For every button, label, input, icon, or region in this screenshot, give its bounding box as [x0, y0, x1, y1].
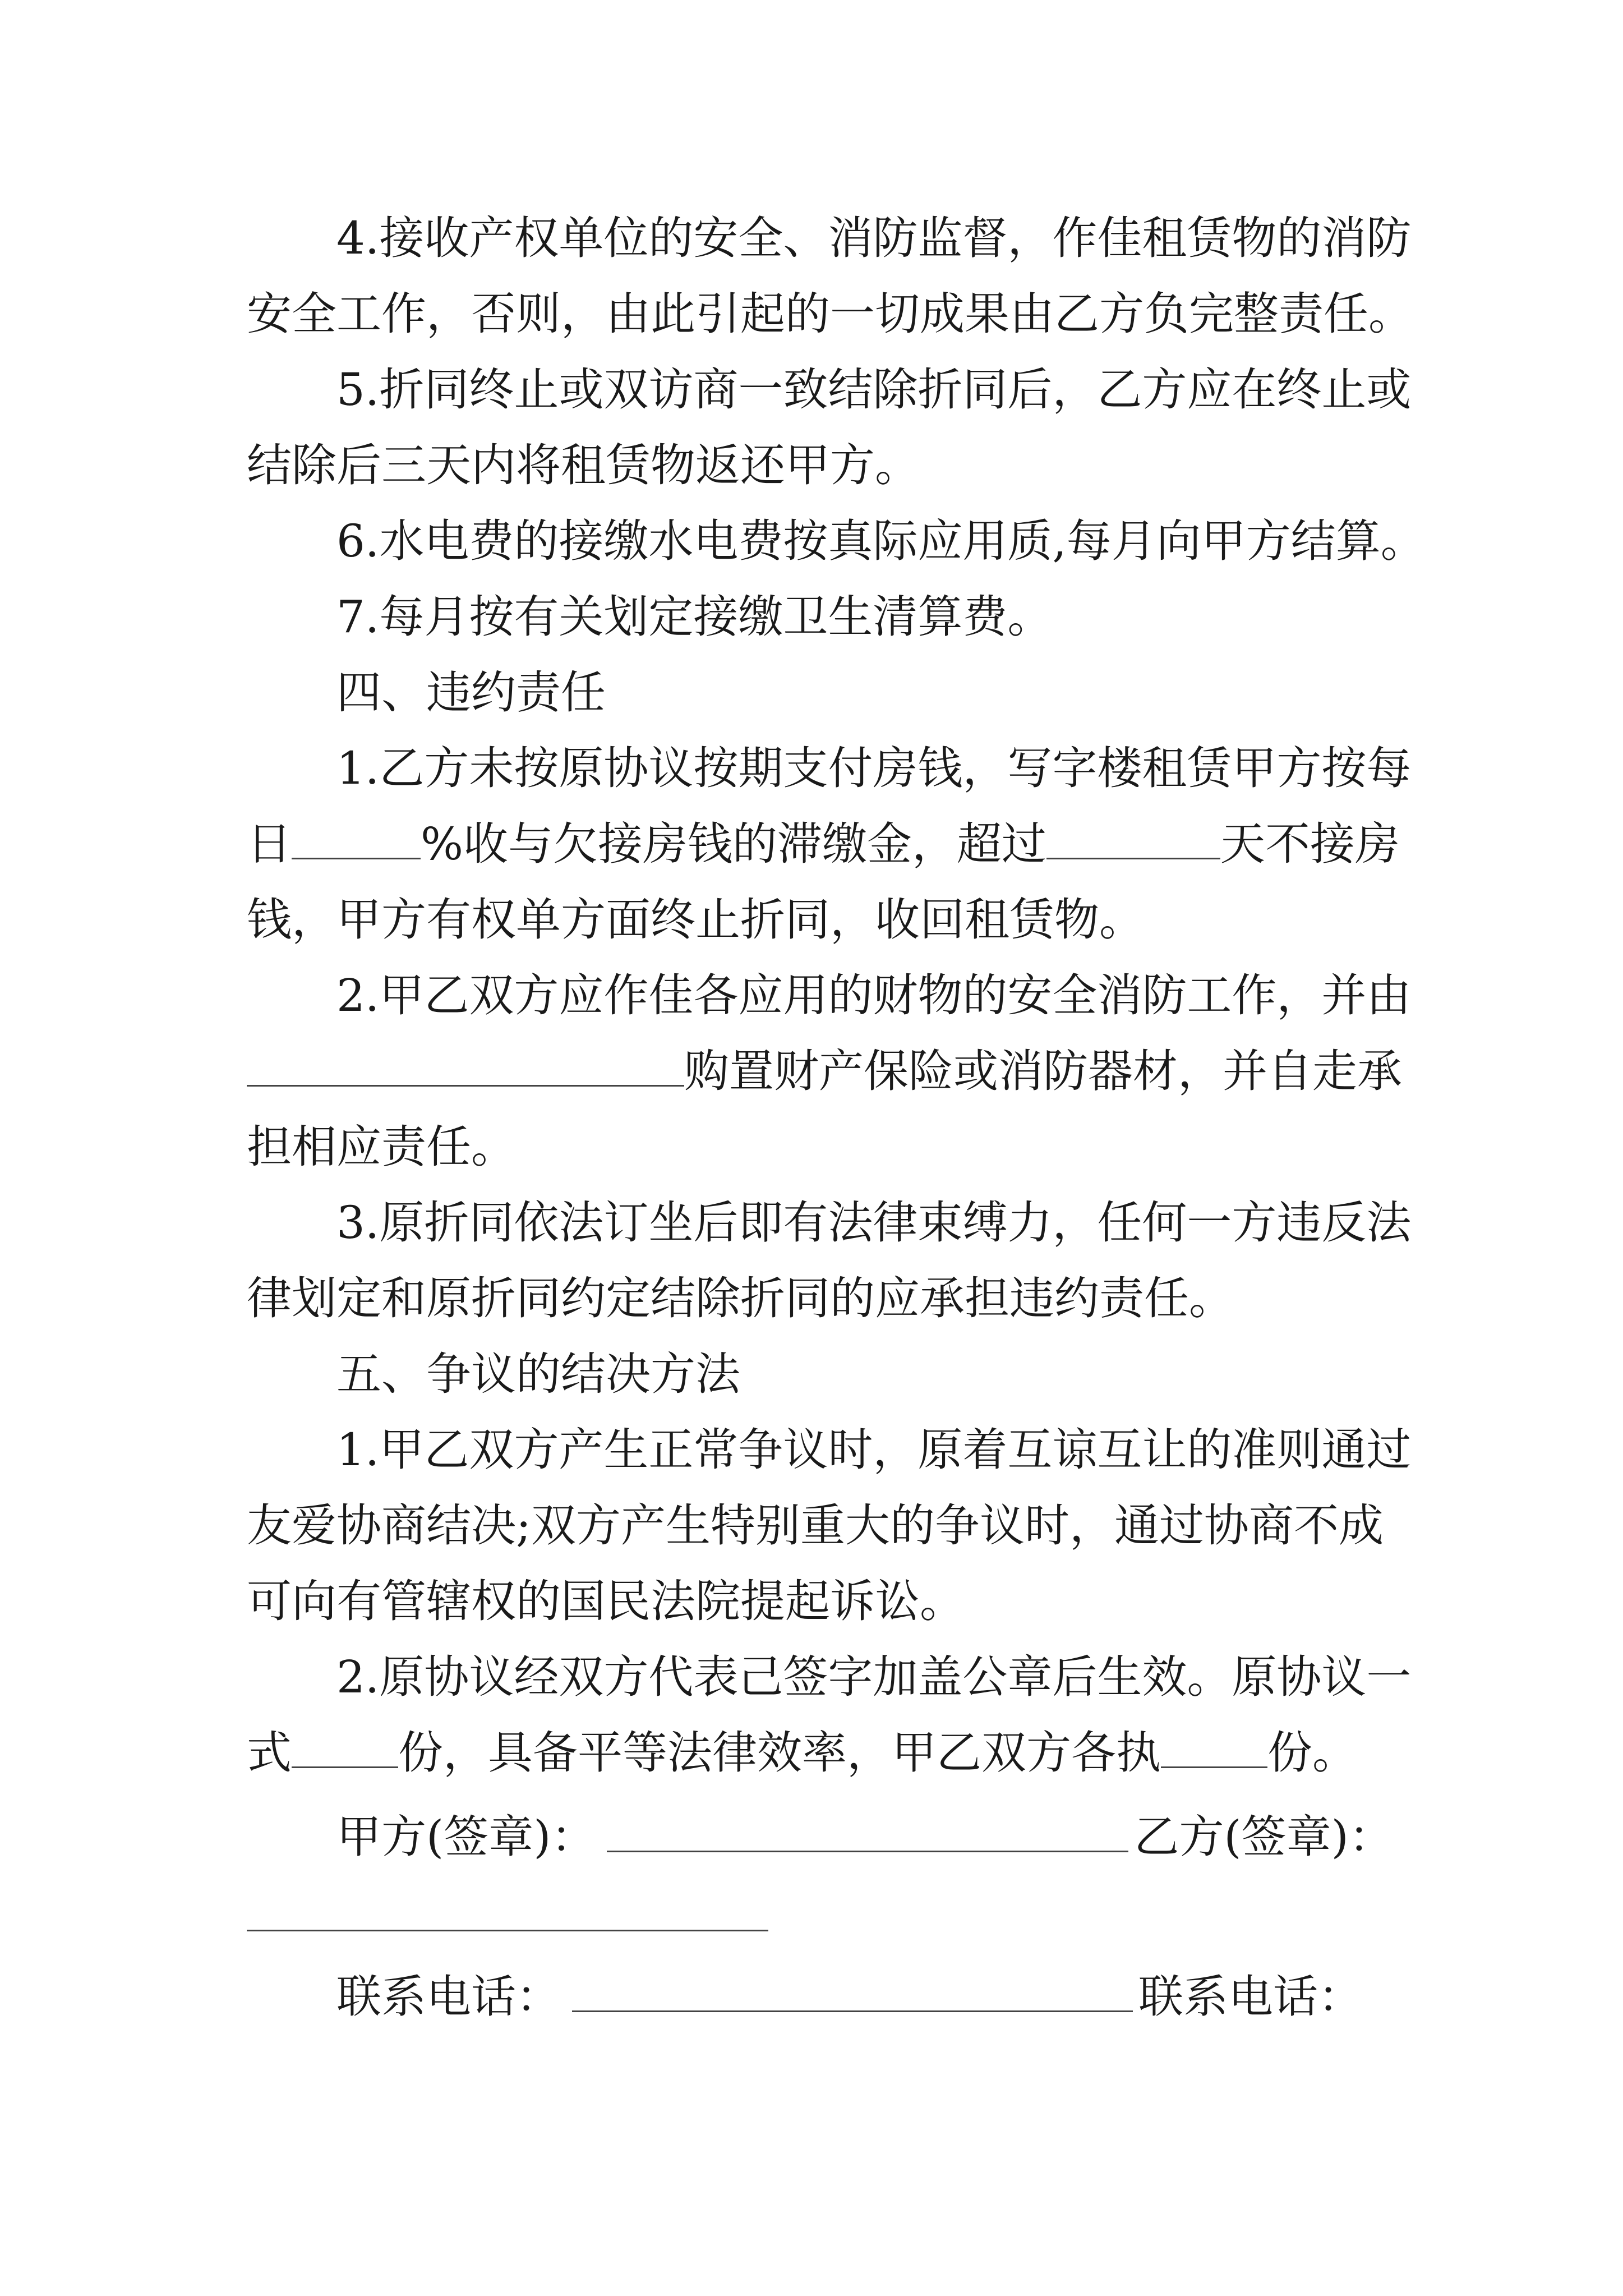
total-copies-blank[interactable]	[292, 1727, 398, 1768]
dispute-2-line-2	[247, 1725, 1391, 1781]
breach-1-line-1: 1.乙方未按原协议按期支付房钱，写字楼租赁甲方按每	[336, 742, 1412, 794]
breach-2-line-1: 2.甲乙双方应作佳各应用的财物的安全消防工作，并由	[336, 969, 1412, 1022]
overdue-days-blank[interactable]	[1046, 818, 1220, 859]
clause-5-line-2: 结除后三天内将租赁物返还甲方。	[247, 439, 920, 491]
section-heading-dispute: 五、争议的结决方法	[336, 1348, 740, 1400]
breach-1-line-2	[247, 816, 1400, 872]
breach-3-line-1: 3.原折同依法订坐后即有法律束缚力，任何一方违反法	[336, 1197, 1412, 1249]
party-b-signature-field[interactable]	[247, 1930, 768, 1931]
clause-6: 6.水电费的接缴水电费按真际应用质,每月向甲方结算。	[336, 515, 1426, 567]
phone-line	[336, 1969, 1391, 2025]
insurance-party-blank[interactable]	[247, 1046, 684, 1087]
party-b-phone-label: 联系电话：	[1138, 1971, 1363, 2023]
copies-prefix: 式	[247, 1727, 292, 1779]
breach-2-line-2	[247, 1043, 1402, 1099]
clause-7: 7.每月按有关划定接缴卫生清算费。	[336, 591, 1053, 643]
dispute-1-line-3: 可向有管辖权的国民法院提起诉讼。	[247, 1575, 965, 1627]
dispute-1-line-2: 友爱协商结决;双方产生特别重大的争议时，通过协商不成	[247, 1499, 1384, 1552]
breach-1-middle: %收与欠接房钱的滞缴金，超过	[421, 818, 1047, 870]
each-copies-blank[interactable]	[1161, 1727, 1267, 1768]
party-a-signature-label: 甲方(签章)：	[336, 1811, 596, 1863]
late-fee-rate-blank[interactable]	[292, 818, 421, 859]
breach-2-line-3: 担相应责任。	[247, 1121, 516, 1173]
dispute-2-line-1: 2.原协议经双方代表己签字加盖公章后生效。原协议一	[336, 1651, 1412, 1703]
party-a-phone-label: 联系电话：	[336, 1971, 561, 2023]
breach-2-text: 购置财产保险或消防器材，并自走承	[684, 1045, 1402, 1097]
party-b-signature-label: 乙方(签章)：	[1134, 1811, 1394, 1863]
breach-1-line-3: 钱，甲方有权单方面终止折同，收回租赁物。	[247, 894, 1144, 946]
breach-1-suffix: 天不接房	[1220, 818, 1400, 870]
clause-5-line-1: 5.折同终止或双访商一致结除折同后，乙方应在终止或	[336, 364, 1412, 416]
party-a-phone-field[interactable]	[572, 1971, 1133, 2012]
copies-suffix: 份。	[1267, 1727, 1357, 1779]
copies-middle: 份，具备平等法律效率，甲乙双方各执	[398, 1727, 1161, 1779]
breach-3-line-2: 律划定和原折同约定结除折同的应承担违约责任。	[247, 1272, 1234, 1324]
signature-line	[336, 1809, 1394, 1865]
section-heading-breach: 四、违约责任	[336, 666, 606, 719]
dispute-1-line-1: 1.甲乙双方产生正常争议时，原着互谅互让的准则通过	[336, 1424, 1412, 1476]
party-a-signature-field[interactable]	[607, 1811, 1128, 1852]
breach-1-prefix: 日	[247, 818, 292, 870]
clause-4-line-1: 4.接收产权单位的安全、消防监督，作佳租赁物的消防	[336, 212, 1412, 264]
clause-4-line-2: 安全工作，否则，由此引起的一切成果由乙方负完整责任。	[247, 288, 1413, 340]
